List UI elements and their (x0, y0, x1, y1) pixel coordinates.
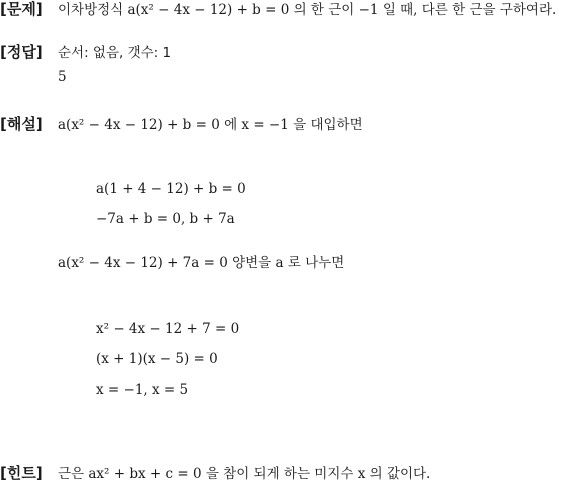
solution-equation-5: x = −1, x = 5 (96, 382, 189, 398)
solution-equation-2: −7a + b = 0, b + 7a (96, 211, 235, 227)
hint-tag: [힌트] (0, 464, 43, 482)
answer-line-1: 순서: 없음, 갯수: 1 (58, 45, 172, 61)
solution-equation-1: a(1 + 4 − 12) + b = 0 (96, 181, 246, 197)
solution-intro: a(x² − 4x − 12) + b = 0 에 x = −1 을 대입하면 (58, 117, 363, 133)
solution-equation-3: x² − 4x − 12 + 7 = 0 (96, 321, 240, 337)
answer-line-2: 5 (58, 69, 67, 85)
hint-text: 근은 ax² + bx + c = 0 을 참이 되게 하는 미지수 x 의 값이다. (58, 466, 431, 482)
solution-middle-text: a(x² − 4x − 12) + 7a = 0 양변을 a 로 나누면 (58, 255, 345, 271)
problem-tag: [문제] (0, 0, 43, 18)
answer-tag: [정답] (0, 43, 43, 61)
problem-text: 이차방정식 a(x² − 4x − 12) + b = 0 의 한 근이 −1 일 때, 다른 한 근을 구하여라. (58, 2, 557, 18)
solution-tag: [해설] (0, 115, 43, 133)
solution-equation-4: (x + 1)(x − 5) = 0 (96, 351, 218, 367)
